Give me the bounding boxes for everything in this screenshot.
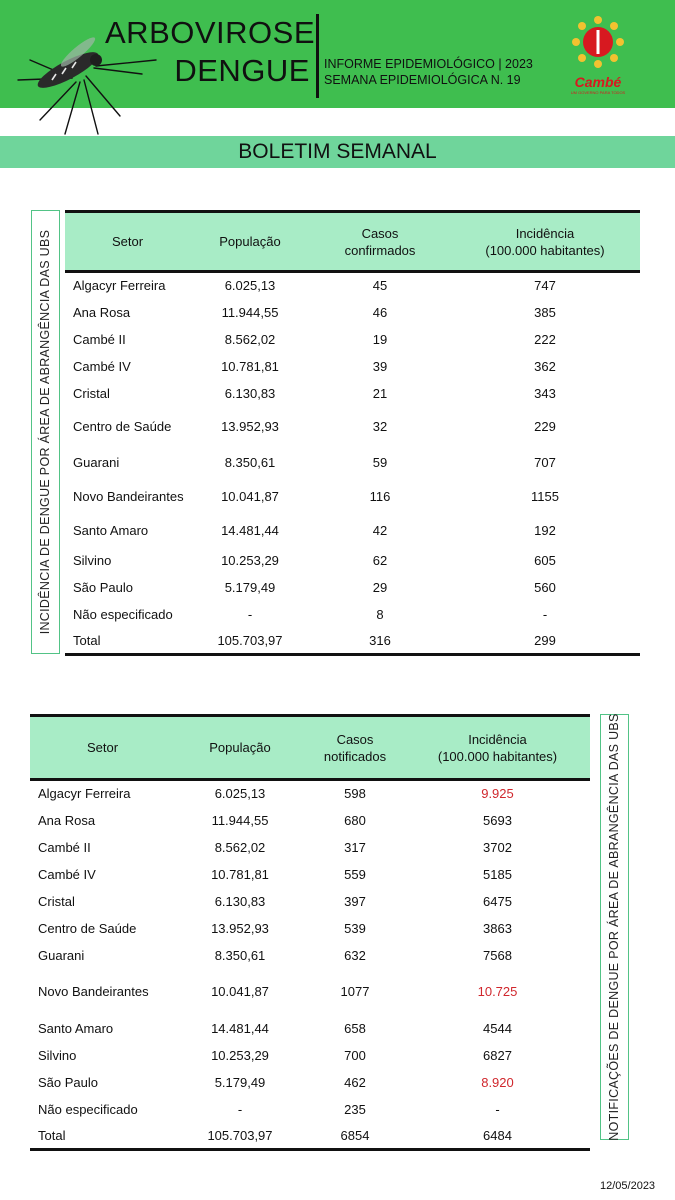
- cell-casos: 21: [372, 385, 388, 401]
- cell-pop: 105.703,97: [190, 628, 310, 655]
- col-header-setor: Setor: [65, 212, 190, 272]
- page-title: [105, 14, 315, 90]
- cell-setor: Cambé IV: [73, 358, 131, 374]
- cell-pop: 10.253,29: [221, 552, 279, 568]
- cell-casos: 62: [372, 552, 388, 568]
- cell-pop: 8.562,02: [224, 331, 276, 347]
- col-header-inc-line2: (100.000 habitantes): [437, 748, 558, 764]
- cell-setor: São Paulo: [73, 579, 133, 595]
- table-row: [30, 780, 590, 807]
- cell-setor: Silvino: [38, 1047, 77, 1063]
- cell-casos: 598: [344, 786, 366, 802]
- cell-setor: Cristal: [38, 893, 75, 909]
- report-info-line-1: INFORME EPIDEMIOLÓGICO | 2023: [324, 57, 533, 71]
- col-header-casos-line1: Casos: [336, 731, 374, 747]
- table-row: [30, 1069, 590, 1096]
- cell-pop: 8.350,61: [214, 947, 266, 963]
- cell-pop: 10.781,81: [221, 358, 279, 374]
- cell-pop: 6.025,13: [224, 278, 276, 294]
- cell-pop: 105.703,97: [175, 1123, 305, 1150]
- table-row: [30, 942, 590, 969]
- cell-casos: 539: [344, 920, 366, 936]
- cell-inc: 747: [534, 278, 556, 294]
- cell-setor: São Paulo: [38, 1074, 98, 1090]
- side-label-2: NOTIFICAÇÕES DE DENGUE POR ÁREA DE ABRANGÊNCIA DAS UBS: [607, 713, 621, 1141]
- cell-setor: Ana Rosa: [73, 304, 131, 320]
- cell-setor: Algacyr Ferreira: [73, 278, 166, 294]
- cell-pop: 10.041,87: [211, 984, 269, 999]
- table-row-total: [30, 1123, 590, 1150]
- cell-casos: 317: [344, 839, 366, 855]
- cell-pop: 10.041,87: [221, 489, 279, 504]
- cell-pop: 10.781,81: [211, 866, 269, 882]
- cell-casos: 29: [372, 579, 388, 595]
- cell-setor: Ana Rosa: [38, 812, 96, 828]
- table-row: [65, 547, 640, 574]
- cell-inc: 229: [534, 419, 556, 434]
- title-line-1: ARBOVIROSE: [105, 15, 315, 50]
- cell-casos: 42: [372, 523, 388, 538]
- cell-casos: 559: [344, 866, 366, 882]
- cell-casos: 116: [369, 489, 391, 504]
- cell-pop: 6.130,83: [224, 385, 276, 401]
- cell-inc: -: [495, 1101, 500, 1117]
- cell-pop: 5.179,49: [224, 579, 276, 595]
- cell-setor: Total: [30, 1123, 175, 1150]
- cell-pop: 14.481,44: [221, 523, 279, 538]
- cell-pop: 5.179,49: [214, 1074, 266, 1090]
- cell-pop: 8.350,61: [224, 455, 276, 470]
- cell-casos: 59: [372, 455, 388, 470]
- cell-casos: 680: [344, 812, 366, 828]
- header-divider: [316, 14, 319, 98]
- report-info: [324, 56, 533, 88]
- cell-inc: 362: [534, 358, 556, 374]
- col-header-populacao: População: [175, 716, 305, 780]
- cell-inc: 1155: [531, 489, 559, 504]
- report-info-line-2: SEMANA EPIDEMIOLÓGICA N. 19: [324, 73, 521, 87]
- cell-inc: 4544: [483, 1020, 512, 1036]
- section-band: [0, 136, 675, 168]
- side-label-box-2: [600, 714, 629, 1140]
- cell-inc: 3863: [483, 920, 512, 936]
- cell-pop: 14.481,44: [211, 1020, 269, 1036]
- cell-inc-highlight: 8.920: [481, 1074, 514, 1090]
- cell-setor: Novo Bandeirantes: [38, 984, 149, 999]
- cell-casos: 700: [344, 1047, 366, 1063]
- cell-pop: 13.952,93: [221, 419, 279, 434]
- table-row: [65, 299, 640, 326]
- side-label-1: INCIDÊNCIA DE DENGUE POR ÁREA DE ABRANGÊNCIA DAS UBS: [38, 229, 52, 635]
- cell-setor: Não especificado: [73, 606, 173, 622]
- side-label-box-1: [31, 210, 60, 654]
- cell-inc: 385: [534, 304, 556, 320]
- table-row: [30, 1096, 590, 1123]
- cell-inc: -: [542, 606, 548, 622]
- cell-pop: 6.025,13: [214, 786, 266, 802]
- cell-pop: 11.944,55: [221, 304, 279, 320]
- cell-casos: 462: [344, 1074, 366, 1090]
- table-row: [65, 272, 640, 299]
- cell-casos: 316: [310, 628, 450, 655]
- cell-setor: Não especificado: [38, 1101, 138, 1117]
- cell-setor: Cristal: [73, 385, 110, 401]
- col-header-inc-line1: Incidência: [515, 225, 575, 241]
- cell-setor: Total: [65, 628, 190, 655]
- cell-pop: 10.253,29: [211, 1047, 269, 1063]
- cell-setor: Guarani: [73, 455, 120, 470]
- cell-inc: 5693: [483, 812, 512, 828]
- cell-pop: 6.130,83: [214, 893, 266, 909]
- table-row: [65, 479, 640, 515]
- cell-pop: 13.952,93: [211, 920, 269, 936]
- table-row: [65, 380, 640, 407]
- cell-casos: 235: [344, 1101, 366, 1117]
- cell-casos: 397: [344, 893, 366, 909]
- cell-inc: 707: [534, 455, 556, 470]
- cell-casos: 8: [376, 606, 384, 622]
- cell-inc: 192: [534, 523, 556, 538]
- table-row: [65, 574, 640, 601]
- cell-inc: 299: [450, 628, 640, 655]
- cell-inc: 5185: [483, 866, 512, 882]
- cell-inc: 6827: [483, 1047, 512, 1063]
- col-header-casos: [305, 716, 405, 780]
- cell-setor: Guarani: [38, 947, 85, 963]
- table-row: [65, 326, 640, 353]
- col-header-casos: [310, 212, 450, 272]
- col-header-casos-line2: confirmados: [344, 242, 416, 258]
- cambe-logo: [560, 14, 636, 96]
- cell-casos: 658: [344, 1020, 366, 1036]
- cambe-emblem-icon: [560, 14, 636, 76]
- cell-setor: Algacyr Ferreira: [38, 786, 131, 802]
- table-row: [30, 861, 590, 888]
- cell-inc: 560: [534, 579, 556, 595]
- col-header-casos-line1: Casos: [361, 225, 399, 241]
- cell-inc: 343: [534, 385, 556, 401]
- table-row-total: [65, 628, 640, 655]
- cell-pop: 8.562,02: [214, 839, 266, 855]
- table-row: [30, 888, 590, 915]
- section-title: BOLETIM SEMANAL: [238, 140, 437, 163]
- cell-inc: 7568: [483, 947, 512, 963]
- cell-pop: -: [247, 606, 253, 622]
- cell-casos: 632: [344, 947, 366, 963]
- confirmed-cases-table: [65, 210, 640, 656]
- cell-inc: 605: [534, 552, 556, 568]
- report-date: 12/05/2023: [600, 1180, 656, 1192]
- cell-casos: 46: [372, 304, 388, 320]
- col-header-incidencia: [405, 716, 590, 780]
- table-row: [65, 447, 640, 479]
- col-header-incidencia: [450, 212, 640, 272]
- table-row: [65, 407, 640, 447]
- title-line-2: DENGUE: [174, 53, 310, 88]
- cell-inc: 3702: [483, 839, 512, 855]
- table-row: [65, 515, 640, 547]
- logo-subtitle: UM GOVERNO PARA TODOS: [570, 90, 626, 95]
- cell-casos: 19: [372, 331, 388, 347]
- table-row: [30, 1015, 590, 1042]
- cell-setor: Cambé IV: [38, 866, 96, 882]
- cell-casos: 39: [372, 358, 388, 374]
- table-row: [30, 1042, 590, 1069]
- cell-inc-highlight: 10.725: [477, 984, 518, 999]
- cell-setor: Santo Amaro: [38, 1020, 114, 1036]
- cell-casos: 45: [372, 278, 388, 294]
- cell-pop: 11.944,55: [211, 812, 269, 828]
- cell-pop: -: [237, 1101, 243, 1117]
- logo-text: Cambé: [574, 74, 622, 90]
- cell-setor: Cambé II: [73, 331, 126, 347]
- cell-setor: Novo Bandeirantes: [73, 489, 184, 504]
- cell-casos: 32: [372, 419, 388, 434]
- table-row: [30, 915, 590, 942]
- table-row: [65, 601, 640, 628]
- col-header-inc-line1: Incidência: [468, 731, 527, 747]
- cell-setor: Cambé II: [38, 839, 91, 855]
- cell-setor: Santo Amaro: [73, 523, 149, 538]
- table-row: [30, 969, 590, 1015]
- col-header-setor: Setor: [30, 716, 175, 780]
- col-header-inc-line2: (100.000 habitantes): [485, 242, 605, 258]
- col-header-casos-line2: notificados: [323, 748, 387, 764]
- notified-cases-table: [30, 714, 590, 1151]
- cell-casos: 1077: [340, 984, 370, 999]
- cell-setor: Centro de Saúde: [73, 419, 172, 434]
- cell-inc-highlight: 9.925: [481, 786, 514, 802]
- cell-setor: Centro de Saúde: [38, 920, 137, 936]
- table-row: [30, 807, 590, 834]
- cell-inc: 6484: [405, 1123, 590, 1150]
- cell-inc: 6475: [483, 893, 512, 909]
- cell-inc: 222: [534, 331, 556, 347]
- table-row: [30, 834, 590, 861]
- table-row: [65, 353, 640, 380]
- cell-casos: 6854: [305, 1123, 405, 1150]
- col-header-populacao: População: [190, 212, 310, 272]
- cell-setor: Silvino: [73, 552, 112, 568]
